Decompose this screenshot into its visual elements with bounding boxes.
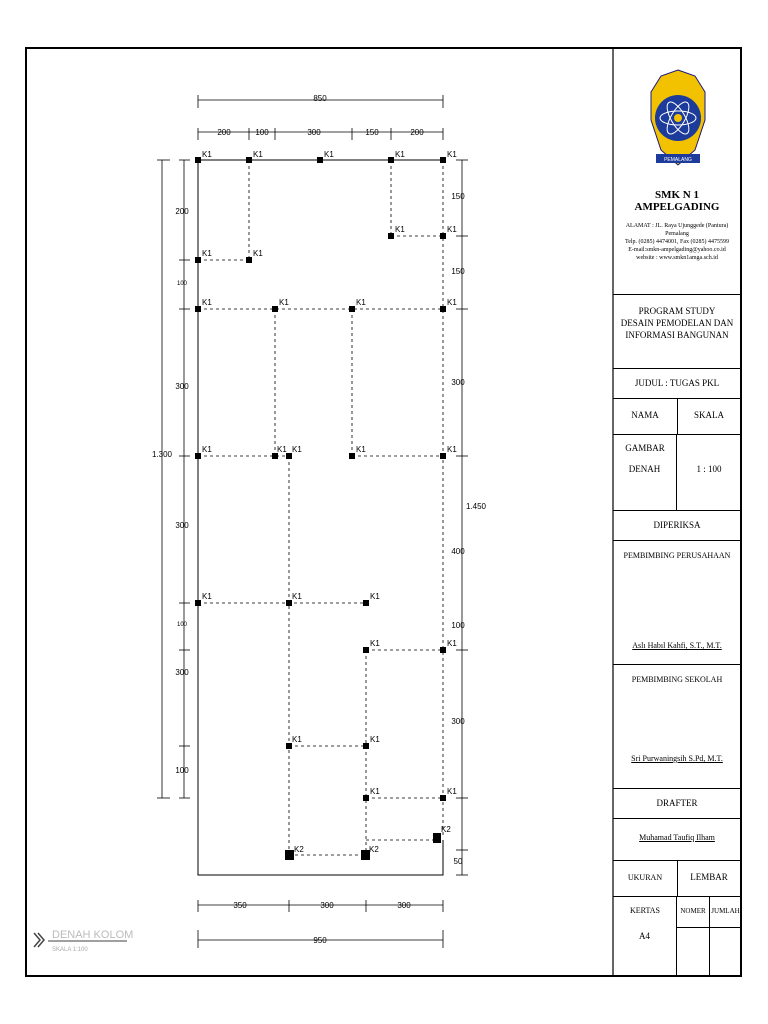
column-label: K1 [370,639,380,648]
dim-left: 300 [175,382,189,391]
dimension-lines [157,95,468,948]
column-label: K1 [370,592,380,601]
column-label: K1 [253,150,263,159]
column-label: K1 [279,298,289,307]
column-label: K2 [441,825,451,834]
legend-title: DENAH KOLOM [52,929,134,941]
dim-total-right: 1.450 [465,502,487,511]
nomer-label: NOMER [677,897,710,928]
column-label: K1 [370,787,380,796]
school-name: SMK N 1 AMPELGADING [634,189,720,213]
dim-left: 100 [176,281,188,287]
paper-size: A4 [613,897,677,976]
legend-scale: SKALA 1:100 [52,947,88,953]
column-label: K1 [447,298,457,307]
school-logo [651,70,705,165]
program-cell [613,294,741,368]
column-label: K1 [324,150,334,159]
column-label: K1 [447,445,457,454]
column-label: K1 [356,298,366,307]
school-address [615,222,739,262]
dimension-texts [152,94,487,945]
dim-right: 300 [451,717,465,726]
dim-left: 200 [175,207,189,216]
drafter-name: Muhamad Taufiq Ilham [639,833,715,842]
nama-skala-row [613,398,741,453]
dim-left: 300 [175,521,189,530]
dim-total-bottom: 950 [313,936,327,945]
program-line: PROGRAM STUDY [638,306,716,316]
pembimbing-perusahaan-cell [613,540,741,664]
denah-row [613,434,741,510]
dim-bottom: 300 [320,901,334,910]
drafter-cell [613,788,741,818]
pembimbing-sekolah-name: Sri Purwaningsih S.Pd, M.T. [631,754,723,763]
address-line: Telp. (0285) 4474001, Fax (0285) 4475599 [624,239,730,245]
dim-left: 100 [175,766,189,775]
column-label: K1 [292,735,302,744]
dim-bottom: 350 [233,901,247,910]
drafter-label: DRAFTER [656,798,698,808]
column-label: K1 [447,150,457,159]
column-label: K1 [277,445,287,454]
denah-value: DENAH [613,435,677,510]
program-line: DESAIN PEMODELAN DAN [620,318,734,328]
ukuran-kertas-label: UKURAN KERTAS [613,861,678,896]
dim-left: 300 [175,668,189,677]
column-label: K1 [292,592,302,601]
pembimbing-perusahaan-label: PEMBIMBING PERUSAHAAN [623,551,731,560]
dim-top: 100 [255,128,269,137]
column-label: K1 [395,225,405,234]
column-label: K1 [447,225,457,234]
pembimbing-perusahaan-name: Aslı Habıl Kahfi, S.T., M.T. [632,641,722,650]
scale-value: 1 : 100 [696,464,722,474]
diperiksa-cell [613,510,741,540]
dim-right: 150 [451,267,465,276]
column-label: K2 [369,845,379,854]
dim-top: 200 [217,128,231,137]
column-label: K1 [447,639,457,648]
lembar-label: LEMBAR [690,872,728,882]
address-line: website : www.smkn1amga.sch.id [636,255,718,261]
dim-top: 300 [307,128,321,137]
logo-center [674,114,682,122]
drafter-name-cell [613,818,741,860]
judul-text: JUDUL : TUGAS PKL [634,378,720,388]
columns-k1 [195,157,446,801]
dim-right: 100 [451,621,465,630]
dim-bottom: 300 [397,901,411,910]
pembimbing-sekolah-label: PEMBIMBING SEKOLAH [631,675,723,684]
column-label: K1 [447,787,457,796]
drawing-legend [34,929,133,953]
dim-right: 50 [453,857,463,866]
dim-total-left: 1.300 [151,450,173,459]
grid-lines [198,160,443,855]
nomer-value-cell [677,928,710,976]
address-line: ALAMAT : JL. Raya Ujunggede (Pantura) Pemalang [625,223,729,237]
column-labels [202,150,457,854]
pembimbing-sekolah-cell [613,664,741,788]
dim-right: 150 [451,192,465,201]
column-label: K1 [395,150,405,159]
chevron-icon [34,933,44,947]
column-label: K1 [253,249,263,258]
judul-cell [613,368,741,398]
columns-k2 [285,833,441,860]
column-label: K1 [202,592,212,601]
dim-left: 100 [176,622,188,628]
skala-label: SKALA [693,410,724,420]
column-label: K1 [202,445,212,454]
column-label: K1 [202,298,212,307]
jumlah-label: JUMLAH [710,897,741,928]
column-label: K1 [202,249,212,258]
address-line: E-mail:smkn-ampelgading@yahoo.co.id [628,247,726,253]
dim-right: 300 [451,378,465,387]
building-outline [198,160,443,875]
column-label: K1 [292,445,302,454]
dim-total-top: 850 [313,94,327,103]
dim-right: 400 [451,547,465,556]
dim-top: 150 [365,128,379,137]
diperiksa-text: DIPERIKSA [653,520,701,530]
column-label: K1 [356,445,366,454]
column-label: K2 [294,845,304,854]
nama-gambar-label: NAMA GAMBAR [613,399,678,434]
paper-value-row [613,896,741,976]
logo-caption: PEMALANG [664,157,692,163]
program-line: INFORMASI BANGUNAN [625,330,729,340]
dim-top: 200 [410,128,424,137]
column-label: K1 [370,735,380,744]
column-label: K1 [202,150,212,159]
